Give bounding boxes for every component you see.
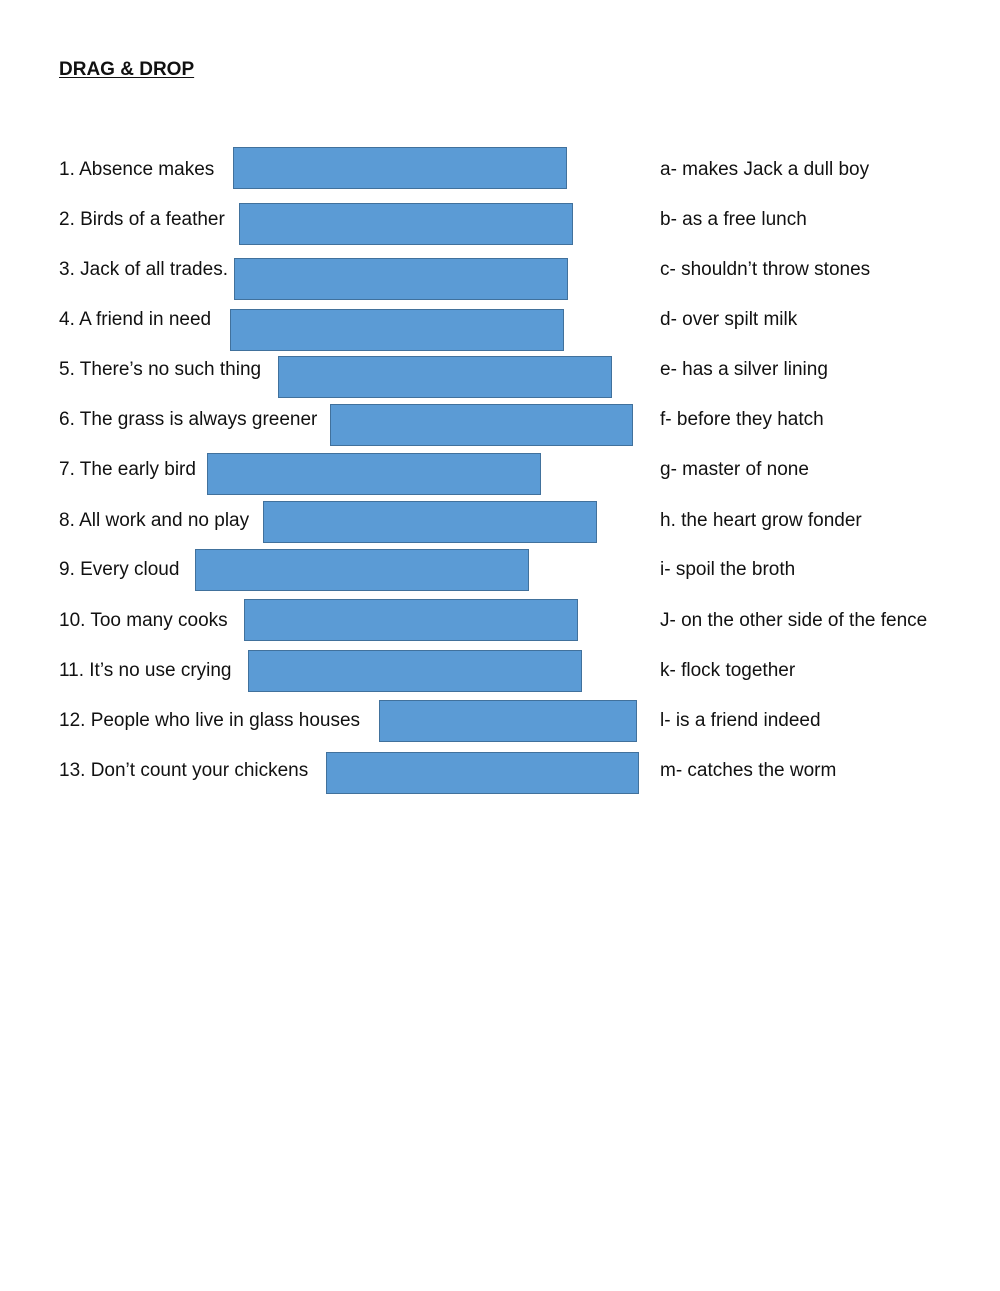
- drop-box-8[interactable]: [263, 501, 597, 543]
- prompt-13: 13. Don’t count your chickens: [59, 760, 309, 781]
- prompt-4: 4. A friend in need: [59, 309, 212, 330]
- answer-b[interactable]: b- as a free lunch: [660, 209, 807, 230]
- prompt-9: 9. Every cloud: [59, 559, 180, 580]
- answer-d[interactable]: d- over spilt milk: [660, 309, 798, 330]
- page-title: DRAG & DROP: [59, 59, 195, 80]
- answer-f[interactable]: f- before they hatch: [660, 409, 824, 430]
- drop-box-10[interactable]: [244, 599, 578, 641]
- prompt-2: 2. Birds of a feather: [59, 209, 225, 230]
- drop-box-4[interactable]: [230, 309, 564, 351]
- prompt-10: 10. Too many cooks: [59, 610, 228, 631]
- answer-a[interactable]: a- makes Jack a dull boy: [660, 159, 870, 180]
- answer-j[interactable]: J- on the other side of the fence: [660, 610, 928, 631]
- drop-box-2[interactable]: [239, 203, 573, 245]
- prompt-7: 7. The early bird: [59, 459, 196, 480]
- drop-box-12[interactable]: [379, 700, 637, 742]
- drop-box-13[interactable]: [326, 752, 639, 794]
- drop-box-11[interactable]: [248, 650, 582, 692]
- answer-i[interactable]: i- spoil the broth: [660, 559, 796, 580]
- prompt-8: 8. All work and no play: [59, 510, 250, 531]
- drop-box-7[interactable]: [207, 453, 541, 495]
- answer-g[interactable]: g- master of none: [660, 459, 809, 480]
- prompt-12: 12. People who live in glass houses: [59, 710, 361, 731]
- answer-c[interactable]: c- shouldn’t throw stones: [660, 259, 871, 280]
- answer-l[interactable]: l- is a friend indeed: [660, 710, 821, 731]
- answer-e[interactable]: e- has a silver lining: [660, 359, 828, 380]
- prompt-11: 11. It’s no use crying: [59, 660, 232, 681]
- answer-k[interactable]: k- flock together: [660, 660, 796, 681]
- drop-box-9[interactable]: [195, 549, 529, 591]
- answer-m[interactable]: m- catches the worm: [660, 760, 837, 781]
- drop-box-6[interactable]: [330, 404, 633, 446]
- prompt-1: 1. Absence makes: [59, 159, 215, 180]
- answer-h[interactable]: h. the heart grow fonder: [660, 510, 862, 531]
- drop-box-5[interactable]: [278, 356, 612, 398]
- drop-box-1[interactable]: [233, 147, 567, 189]
- prompt-5: 5. There’s no such thing: [59, 359, 262, 380]
- drop-box-3[interactable]: [234, 258, 568, 300]
- prompt-3: 3. Jack of all trades.: [59, 259, 228, 280]
- prompt-6: 6. The grass is always greener: [59, 409, 318, 430]
